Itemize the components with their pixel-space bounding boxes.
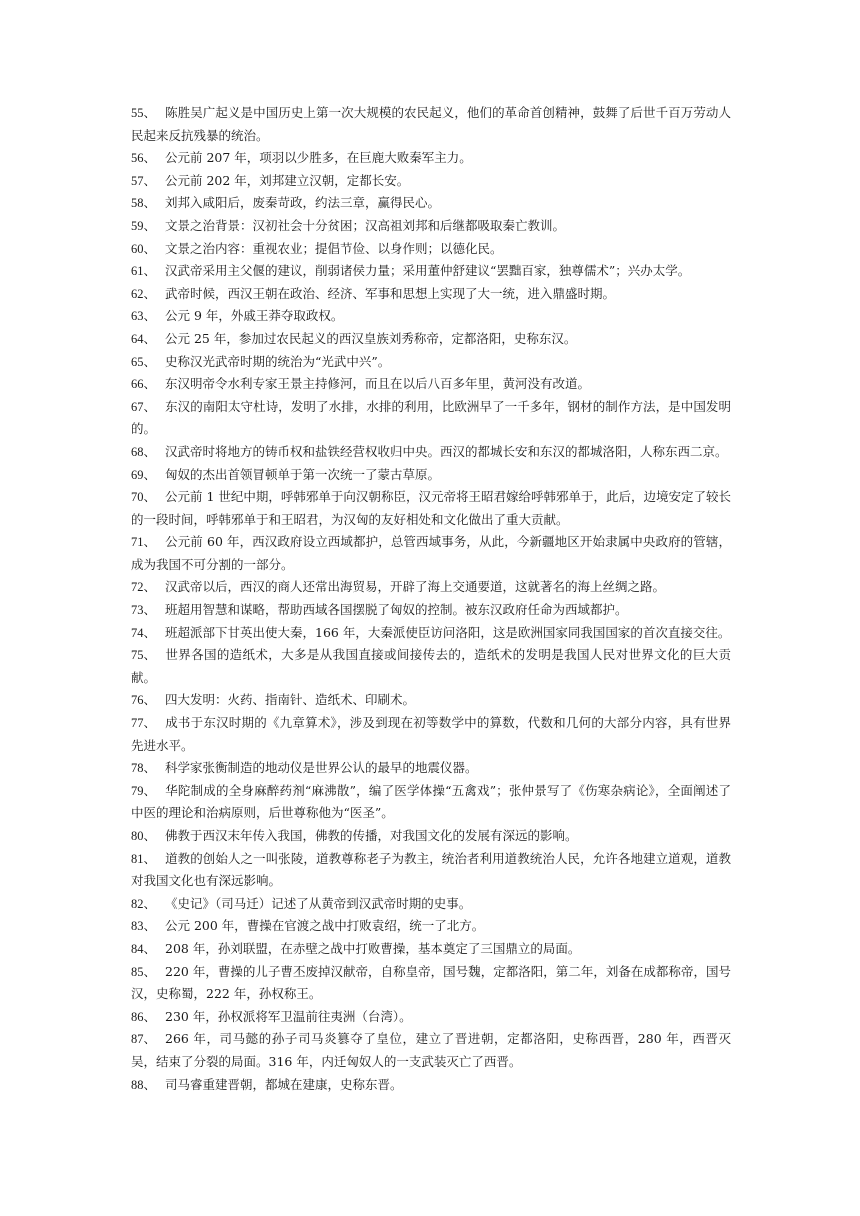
item-number: 82、 <box>131 896 157 911</box>
list-item <box>131 238 731 261</box>
item-text: 东汉明帝令水利专家王景主持修河，而且在以后八百多年里，黄河没有改道。 <box>165 376 591 392</box>
item-text: 文景之治内容：重视农业；提倡节俭、以身作则；以德化民。 <box>165 240 503 256</box>
item-text: 《史记》（司马迁）记述了从黄帝到汉武帝时期的史事。 <box>165 895 472 911</box>
item-text: 汉武帝以后，西汉的商人还常出海贸易，开辟了海上交通要道，这就著名的海上丝绸之路。 <box>165 579 666 595</box>
item-number: 57、 <box>131 173 157 188</box>
item-text: 266 年，司马懿的孙子司马炎篡夺了皇位，建立了晋进朝，定都洛阳，史称西晋，280 年，西晋灭吴，结束了分裂的局面。316 年，内迁匈奴人的一支武装灭亡了西晋。 <box>131 1031 731 1069</box>
list-item <box>131 305 731 328</box>
item-number: 85、 <box>131 964 157 979</box>
item-number: 61、 <box>131 264 157 279</box>
list-item <box>131 1074 731 1097</box>
item-text: 史称汉光武帝时期的统治为“光武中兴”。 <box>165 353 391 369</box>
list-item <box>131 531 731 576</box>
history-notes-list <box>131 102 731 1096</box>
item-text: 班超用智慧和谋略，帮助西域各国摆脱了匈奴的控制。被东汉政府任命为西域都护。 <box>165 602 628 618</box>
item-number: 71、 <box>131 535 157 550</box>
item-number: 72、 <box>131 580 157 595</box>
item-number: 81、 <box>131 851 157 866</box>
list-item <box>131 938 731 961</box>
item-text: 公元 200 年，曹操在官渡之战中打败袁绍，统一了北方。 <box>165 918 485 934</box>
item-number: 64、 <box>131 331 157 346</box>
item-text: 佛教于西汉末年传入我国，佛教的传播，对我国文化的发展有深远的影响。 <box>165 828 578 843</box>
item-number: 77、 <box>131 716 157 731</box>
item-number: 59、 <box>131 218 157 233</box>
list-item <box>131 373 731 396</box>
item-number: 55、 <box>131 106 157 120</box>
item-text: 公元前 60 年，西汉政府设立西域都护，总管西域事务，从此，今新疆地区开始隶属中央政府的管辖，成为我国不可分割的一部分。 <box>131 534 731 572</box>
item-number: 62、 <box>131 286 157 301</box>
item-text: 公元前 202 年，刘邦建立汉朝，定都长安。 <box>165 172 410 188</box>
item-text: 陈胜吴广起义是中国历史上第一次大规模的农民起义，他们的革命首创精神，鼓舞了后世千百万劳动人民起来反抗残暴的统治。 <box>131 105 731 143</box>
item-number: 88、 <box>131 1077 157 1092</box>
item-text: 匈奴的杰出首领冒顿单于第一次统一了蒙古草原。 <box>165 466 441 482</box>
list-item <box>131 1028 731 1073</box>
list-item <box>131 486 731 531</box>
list-item <box>131 441 731 464</box>
item-number: 66、 <box>131 377 157 392</box>
item-number: 67、 <box>131 399 157 414</box>
item-number: 86、 <box>131 1009 157 1024</box>
list-item <box>131 328 731 351</box>
list-item <box>131 396 731 441</box>
item-text: 公元 25 年，参加过农民起义的西汉皇族刘秀称帝，定都洛阳，史称东汉。 <box>165 330 577 346</box>
item-text: 汉武帝时将地方的铸币权和盐铁经营权收归中央。西汉的都城长安和东汉的都城洛阳，人称东西二京。 <box>165 443 728 459</box>
list-item <box>131 283 731 306</box>
list-item <box>131 102 731 147</box>
list-item <box>131 170 731 193</box>
list-item <box>131 825 731 848</box>
item-text: 世界各国的造纸术，大多是从我国直接或间接传去的，造纸术的发明是我国人民对世界文化的巨大贡献。 <box>131 647 731 685</box>
item-text: 公元 9 年，外戚王莽夺取政权。 <box>165 308 344 324</box>
item-number: 74、 <box>131 625 157 640</box>
item-number: 60、 <box>131 241 157 256</box>
item-number: 83、 <box>131 919 157 934</box>
list-item <box>131 622 731 645</box>
list-item <box>131 961 731 1006</box>
item-text: 班超派部下甘英出使大秦，166 年，大秦派使臣访问洛阳，这是欧洲国家同我国国家的首次直接交往。 <box>165 624 731 640</box>
list-item <box>131 599 731 622</box>
item-number: 76、 <box>131 693 157 708</box>
item-number: 78、 <box>131 761 157 776</box>
item-number: 87、 <box>131 1032 157 1047</box>
list-item <box>131 192 731 215</box>
list-item <box>131 644 731 689</box>
list-item <box>131 260 731 283</box>
item-text: 公元前 207 年，项羽以少胜多，在巨鹿大败秦军主力。 <box>165 150 472 166</box>
item-text: 刘邦入咸阳后，废秦苛政，约法三章，赢得民心。 <box>165 195 441 211</box>
item-number: 58、 <box>131 196 157 211</box>
item-number: 63、 <box>131 309 157 324</box>
item-number: 69、 <box>131 467 157 482</box>
list-item <box>131 147 731 170</box>
item-number: 79、 <box>131 783 157 798</box>
item-number: 73、 <box>131 603 157 618</box>
item-text: 成书于东汉时期的《九章算术》，涉及到现在初等数学中的算数，代数和几何的大部分内容，具有世界先进水平。 <box>131 715 731 753</box>
item-text: 汉武帝采用主父偃的建议，削弱诸侯力量；采用董仲舒建议“罢黜百家，独尊儒术”；兴办太学。 <box>165 263 691 279</box>
item-number: 84、 <box>131 941 157 956</box>
item-number: 75、 <box>131 648 157 663</box>
item-text: 东汉的南阳太守杜诗，发明了水排，水排的利用，比欧洲早了一千多年，钢材的制作方法，是中国发明的。 <box>131 398 731 437</box>
list-item <box>131 848 731 893</box>
item-text: 230 年，孙权派将军卫温前往夷洲（台湾）。 <box>165 1008 412 1024</box>
item-text: 武帝时候，西汉王朝在政治、经济、军事和思想上实现了大一统，进入鼎盛时期。 <box>165 285 616 301</box>
list-item <box>131 780 731 825</box>
item-text: 四大发明：火药、指南针、造纸术、印刷术。 <box>165 692 416 708</box>
item-number: 68、 <box>131 444 157 459</box>
list-item <box>131 464 731 487</box>
item-number: 70、 <box>131 490 157 505</box>
list-item <box>131 576 731 599</box>
item-text: 司马睿重建晋朝，都城在建康，史称东晋。 <box>165 1076 403 1092</box>
list-item <box>131 215 731 238</box>
list-item <box>131 712 731 757</box>
item-number: 56、 <box>131 151 157 166</box>
item-text: 文景之治背景：汉初社会十分贫困；汉高祖刘邦和后继都吸取秦亡教训。 <box>165 217 566 233</box>
item-text: 华陀制成的全身麻醉药剂“麻沸散”，编了医学体操“五禽戏”；张仲景写了《伤寒杂病论》，全面阐述了中医的理论和治病原则，后世尊称他为“医圣”。 <box>131 782 731 821</box>
list-item <box>131 893 731 916</box>
item-number: 65、 <box>131 354 157 369</box>
list-item <box>131 915 731 938</box>
list-item <box>131 1006 731 1029</box>
list-item <box>131 757 731 780</box>
item-text: 道教的创始人之一叫张陵，道教尊称老子为教主，统治者利用道教统治人民，允许各地建立道观，道教对我国文化也有深远影响。 <box>131 850 731 889</box>
list-item <box>131 351 731 374</box>
list-item <box>131 689 731 712</box>
item-text: 208 年，孙刘联盟，在赤壁之战中打败曹操，基本奠定了三国鼎立的局面。 <box>165 940 581 956</box>
item-text: 220 年，曹操的儿子曹丕废掉汉献帝，自称皇帝，国号魏，定都洛阳，第二年，刘备在成都称帝，国号汉，史称蜀，222 年，孙权称王。 <box>131 963 731 1002</box>
item-text: 公元前 1 世纪中期，呼韩邪单于向汉朝称臣，汉元帝将王昭君嫁给呼韩邪单于，此后，边境安定了较长的一段时间，呼韩邪单于和王昭君，为汉匈的友好相处和文化做出了重大贡献。 <box>131 489 731 527</box>
item-text: 科学家张衡制造的地动仪是世界公认的最早的地震仪器。 <box>165 760 478 776</box>
item-number: 80、 <box>131 829 157 843</box>
